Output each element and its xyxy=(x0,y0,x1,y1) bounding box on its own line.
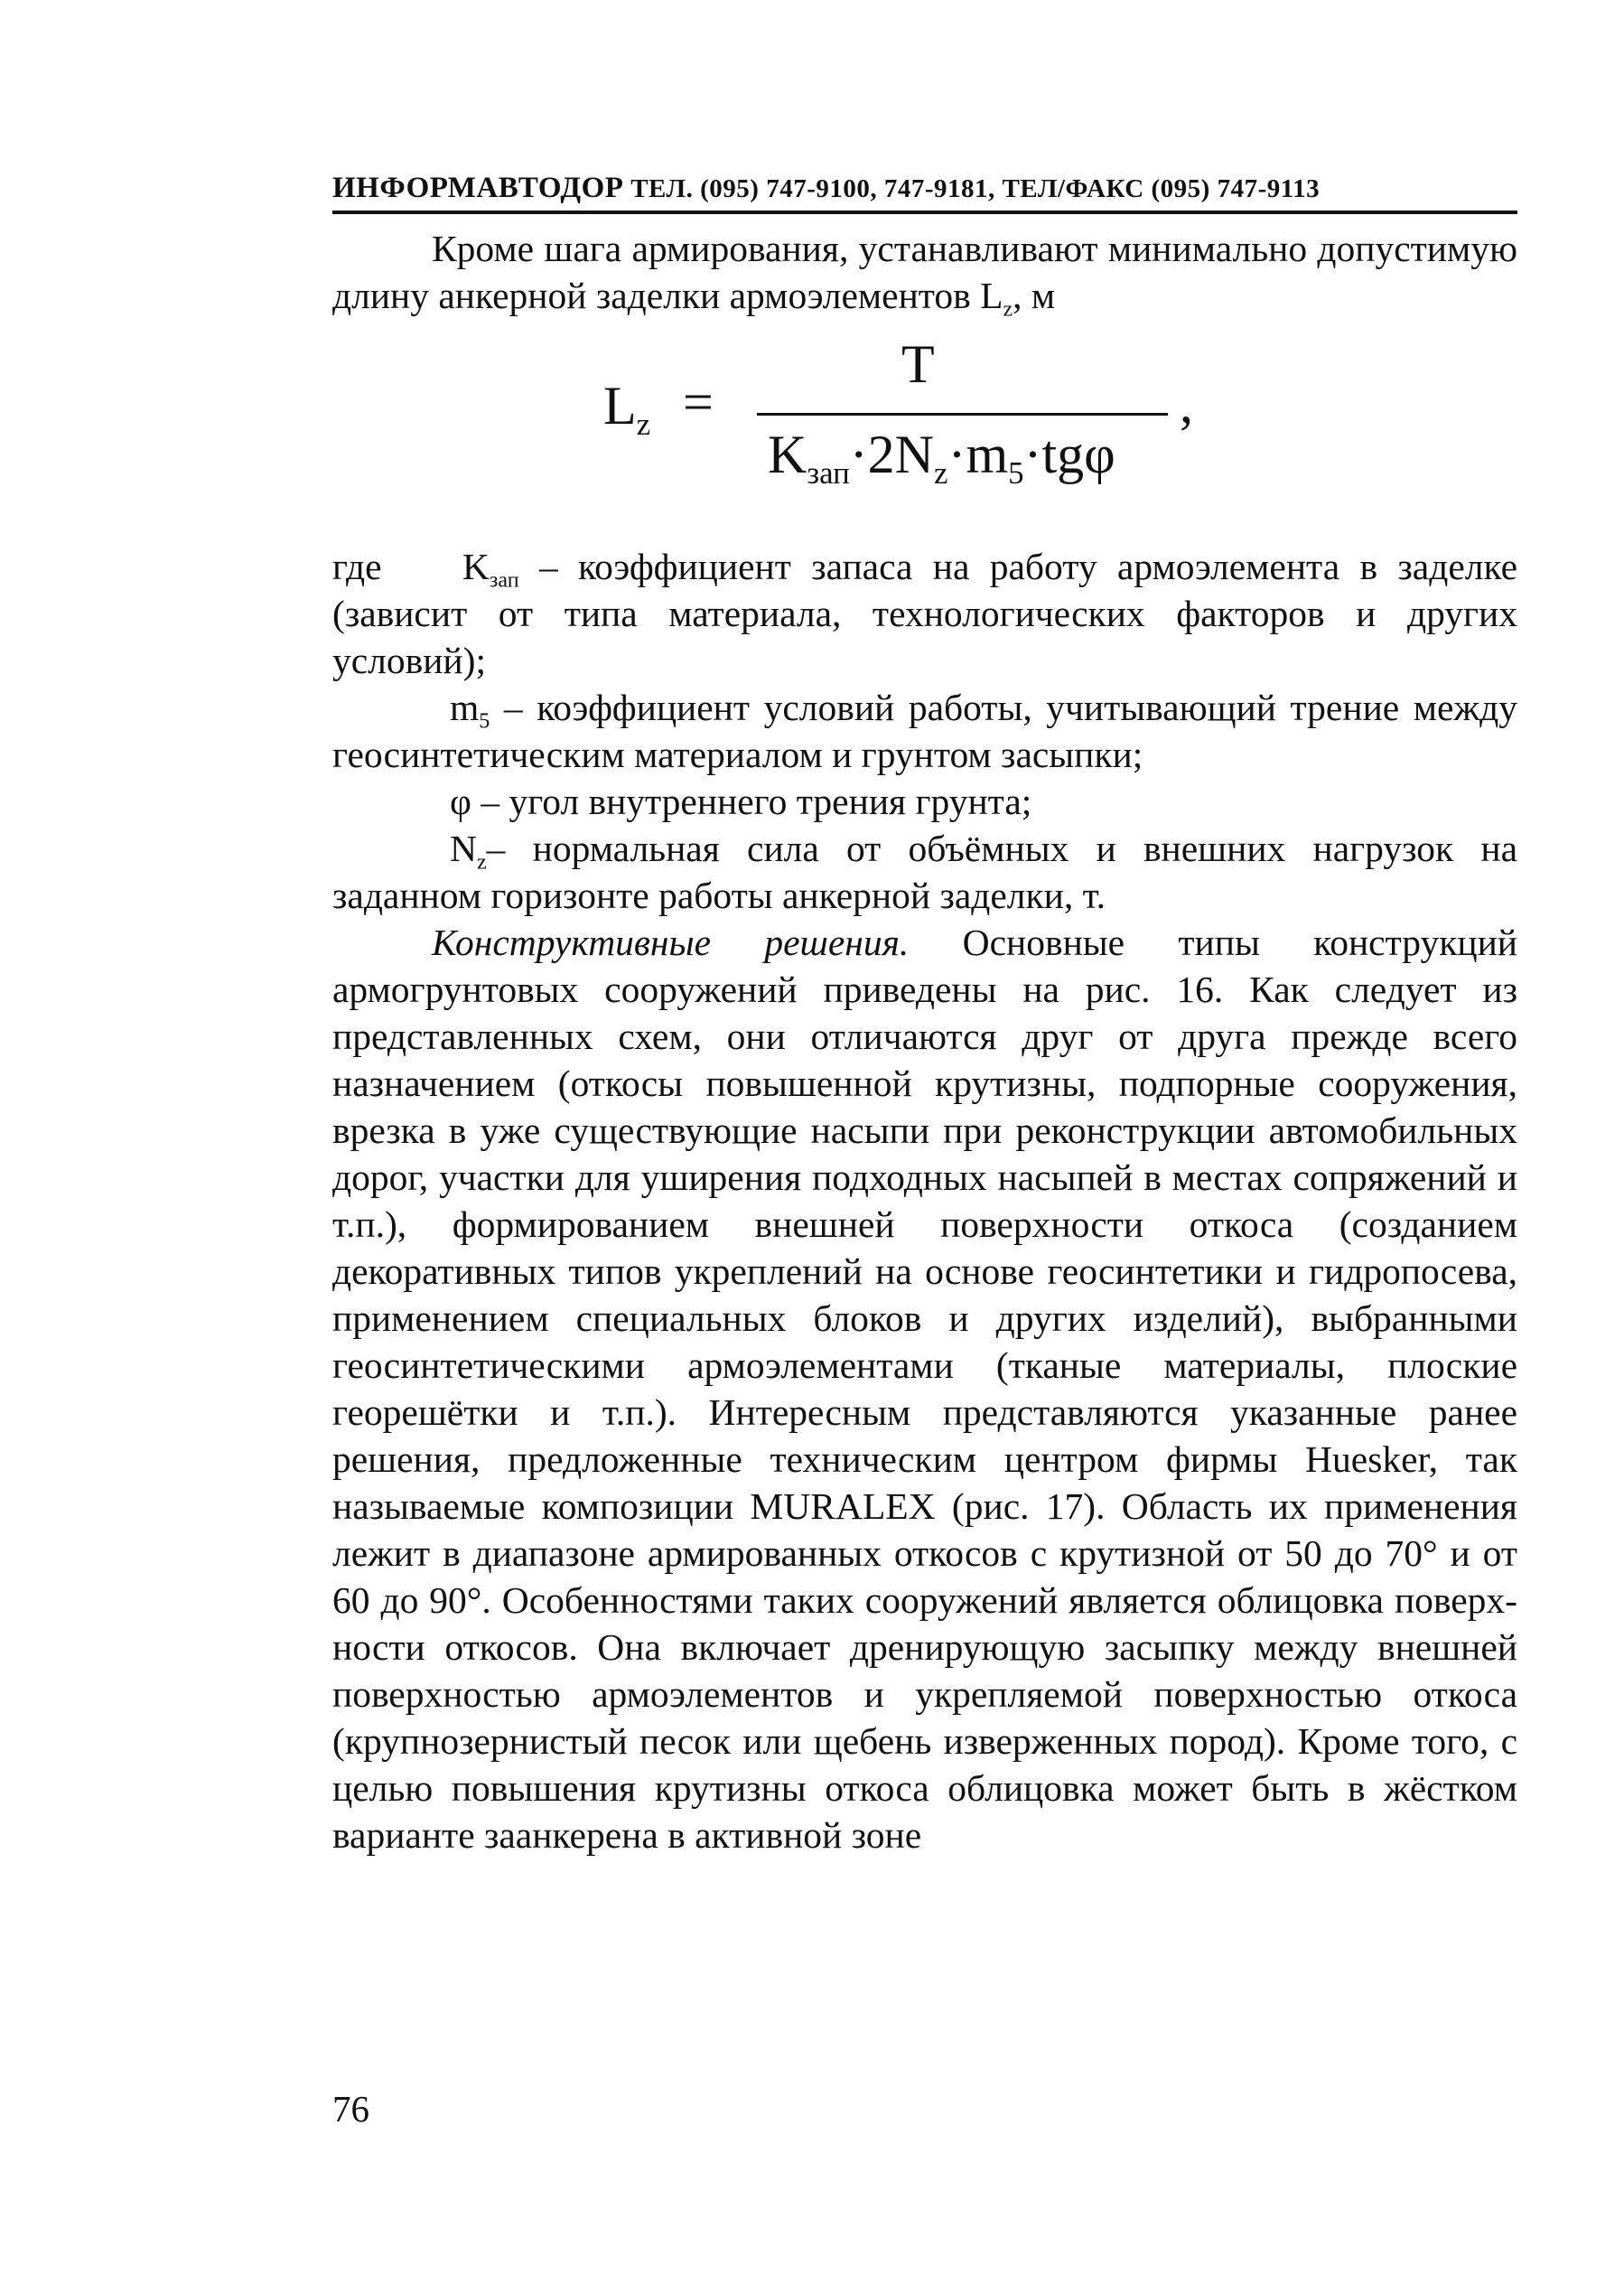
document-page xyxy=(332,172,1517,1858)
anchorage-length-formula xyxy=(332,333,1517,523)
intro-paragraph: Кроме шага армирования, устанавливают минимально допустимую длину анкерной заделки армоэлементов $L_z$, м xyxy=(332,228,1517,322)
running-header xyxy=(332,172,1517,214)
formula-numerator: T xyxy=(901,334,935,394)
formula-equals: = xyxy=(683,372,714,432)
section-paragraph xyxy=(332,919,1517,1858)
definition-nz: $N_z-$ нормальная сила от объёмных и внешних нагрузок на заданном горизонте работы анкерной заделки, т. xyxy=(332,828,1517,916)
header-contacts: ТЕЛ. (095) 747-9100, 747-9181, ТЕЛ/ФАКС (095) 747-9113 xyxy=(630,174,1321,203)
formula-comma: , xyxy=(1180,374,1193,434)
formula-denominator: $K_{зап}\cdot 2N_z\cdot m_5\cdot tg\varphi$ xyxy=(768,425,1115,492)
formula-lhs: $L_z$ xyxy=(603,376,651,443)
definition-m5: $m_5$ – коэффициент условий работы, учитывающий трение между геосинтетическим материалом и грунтом засыпки; xyxy=(332,687,1517,775)
definition-phi: φ – угол внутреннего трения грунта; xyxy=(450,781,1032,822)
fraction-bar xyxy=(757,413,1168,416)
definition-k: где $K_{зап}$ – коэффициент запаса на работу армоэлемента в заделке (зависит от типа материала, технологических факторов и других условий); xyxy=(332,546,1517,681)
section-title: Конструктивные решения. xyxy=(432,922,910,963)
page-number: 76 xyxy=(332,2088,369,2130)
section-body: Основные типы конструкций армогрунтовых сооружений приведены на рис. 16. Как следует из представленных схем, они отличаются друг от друга прежде всего назначением (откосы повышенной крутизны, подпорные сооружения, врезка в уже существующие насыпи при реконструкции автомобильных дорог, участки для уширения подходных насыпей в местах сопряжений и т.п.), формированием внешней поверхности откоса (созданием декоративных типов укреплений на основе геосинтетики и гидропосева, применением специальных блоков и других изделий), выбранными геосинтетическими армоэлементами (тканые материалы, плоские георешётки и т.п.). Интересным представляются указанные ранее решения, предложенные техническим центром фирмы Huesker, так называемые композиции MURALEX (рис. 17). Область их применения лежит в диапазоне армированных откосов с крутизной от 50 до 70° и от 60 до 90°. Особенностями таких сооружений является облицовка поверхности откосов. Она включает дренирующую засыпку между внешней поверхностью армоэлементов и укрепляемой поверхностью откоса (крупнозернистый песок или щебень изверженных пород). Кроме того, с целью повышения крутизны откоса облицовка может быть в жёстком варианте заанкерена в активной зоне xyxy=(332,922,1517,1856)
header-org: ИНФОРМАВТОДОР xyxy=(332,172,624,204)
